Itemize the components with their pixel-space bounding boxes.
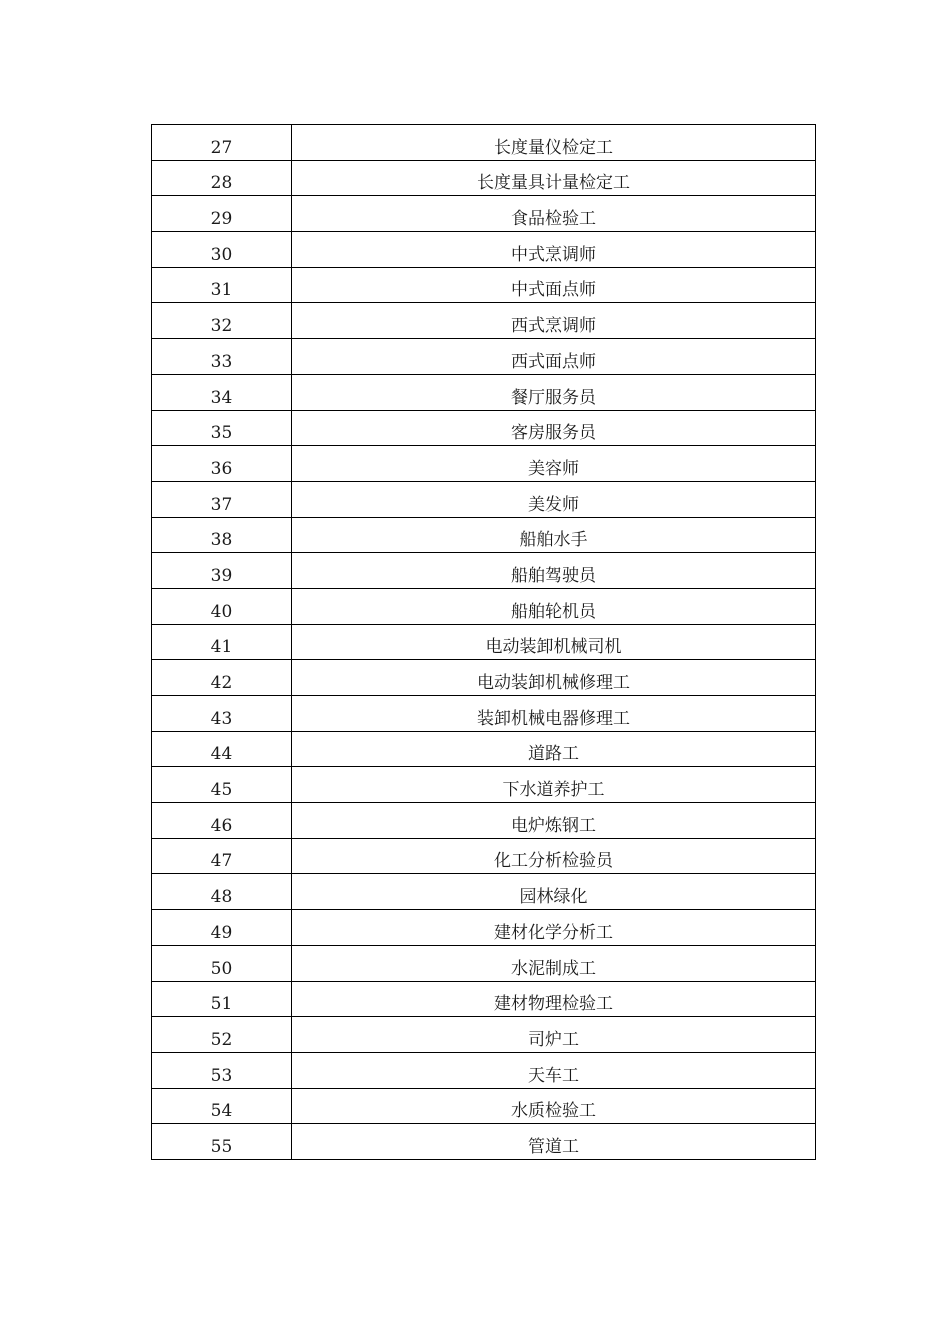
row-number-cell: 38 (152, 517, 292, 553)
row-number-cell: 46 (152, 803, 292, 839)
occupation-name-cell: 长度量仪检定工 (292, 125, 816, 161)
table-row (152, 446, 816, 482)
row-number-cell: 41 (152, 624, 292, 660)
occupation-name-cell: 电动装卸机械司机 (292, 624, 816, 660)
row-number-cell: 52 (152, 1017, 292, 1053)
row-number-cell: 37 (152, 481, 292, 517)
table-row (152, 232, 816, 268)
table-row (152, 624, 816, 660)
table-row (152, 339, 816, 375)
row-number-cell: 39 (152, 553, 292, 589)
occupation-name-cell: 美容师 (292, 446, 816, 482)
table-row (152, 588, 816, 624)
table-row (152, 945, 816, 981)
row-number-cell: 29 (152, 196, 292, 232)
table-row (152, 696, 816, 732)
table-body (152, 125, 816, 1160)
table-row (152, 517, 816, 553)
row-number-cell: 33 (152, 339, 292, 375)
occupation-name-cell: 西式烹调师 (292, 303, 816, 339)
occupation-name-cell: 建材化学分析工 (292, 910, 816, 946)
row-number-cell: 54 (152, 1088, 292, 1124)
table-row (152, 981, 816, 1017)
occupation-name-cell: 餐厅服务员 (292, 374, 816, 410)
table-row (152, 267, 816, 303)
table-row (152, 481, 816, 517)
row-number-cell: 32 (152, 303, 292, 339)
row-number-cell: 36 (152, 446, 292, 482)
row-number-cell: 40 (152, 588, 292, 624)
table-row (152, 160, 816, 196)
occupation-name-cell: 电炉炼钢工 (292, 803, 816, 839)
occupation-name-cell: 食品检验工 (292, 196, 816, 232)
row-number-cell: 34 (152, 374, 292, 410)
table-row (152, 1088, 816, 1124)
table-row (152, 1124, 816, 1160)
occupation-name-cell: 中式烹调师 (292, 232, 816, 268)
occupation-name-cell: 管道工 (292, 1124, 816, 1160)
occupation-name-cell: 水泥制成工 (292, 945, 816, 981)
occupation-name-cell: 西式面点师 (292, 339, 816, 375)
occupation-name-cell: 船舶轮机员 (292, 588, 816, 624)
occupation-name-cell: 司炉工 (292, 1017, 816, 1053)
row-number-cell: 51 (152, 981, 292, 1017)
table-row (152, 1052, 816, 1088)
row-number-cell: 50 (152, 945, 292, 981)
occupation-name-cell: 天车工 (292, 1052, 816, 1088)
table-row (152, 660, 816, 696)
row-number-cell: 44 (152, 731, 292, 767)
row-number-cell: 48 (152, 874, 292, 910)
table-row (152, 874, 816, 910)
row-number-cell: 28 (152, 160, 292, 196)
table-row (152, 838, 816, 874)
occupation-name-cell: 园林绿化 (292, 874, 816, 910)
row-number-cell: 31 (152, 267, 292, 303)
table-row (152, 731, 816, 767)
row-number-cell: 55 (152, 1124, 292, 1160)
occupation-name-cell: 长度量具计量检定工 (292, 160, 816, 196)
occupation-table (151, 124, 816, 1160)
row-number-cell: 27 (152, 125, 292, 161)
table-row (152, 125, 816, 161)
table-row (152, 553, 816, 589)
table-row (152, 410, 816, 446)
occupation-name-cell: 下水道养护工 (292, 767, 816, 803)
occupation-name-cell: 建材物理检验工 (292, 981, 816, 1017)
row-number-cell: 53 (152, 1052, 292, 1088)
row-number-cell: 47 (152, 838, 292, 874)
table-row (152, 374, 816, 410)
occupation-name-cell: 装卸机械电器修理工 (292, 696, 816, 732)
row-number-cell: 43 (152, 696, 292, 732)
row-number-cell: 42 (152, 660, 292, 696)
occupation-name-cell: 船舶水手 (292, 517, 816, 553)
occupation-name-cell: 道路工 (292, 731, 816, 767)
occupation-name-cell: 船舶驾驶员 (292, 553, 816, 589)
table-row (152, 1017, 816, 1053)
occupation-name-cell: 水质检验工 (292, 1088, 816, 1124)
occupation-name-cell: 客房服务员 (292, 410, 816, 446)
row-number-cell: 30 (152, 232, 292, 268)
occupation-name-cell: 中式面点师 (292, 267, 816, 303)
table-row (152, 767, 816, 803)
table-row (152, 910, 816, 946)
table-row (152, 303, 816, 339)
row-number-cell: 49 (152, 910, 292, 946)
occupation-name-cell: 电动装卸机械修理工 (292, 660, 816, 696)
row-number-cell: 35 (152, 410, 292, 446)
table-row (152, 196, 816, 232)
table-row (152, 803, 816, 839)
occupation-name-cell: 美发师 (292, 481, 816, 517)
occupation-name-cell: 化工分析检验员 (292, 838, 816, 874)
row-number-cell: 45 (152, 767, 292, 803)
